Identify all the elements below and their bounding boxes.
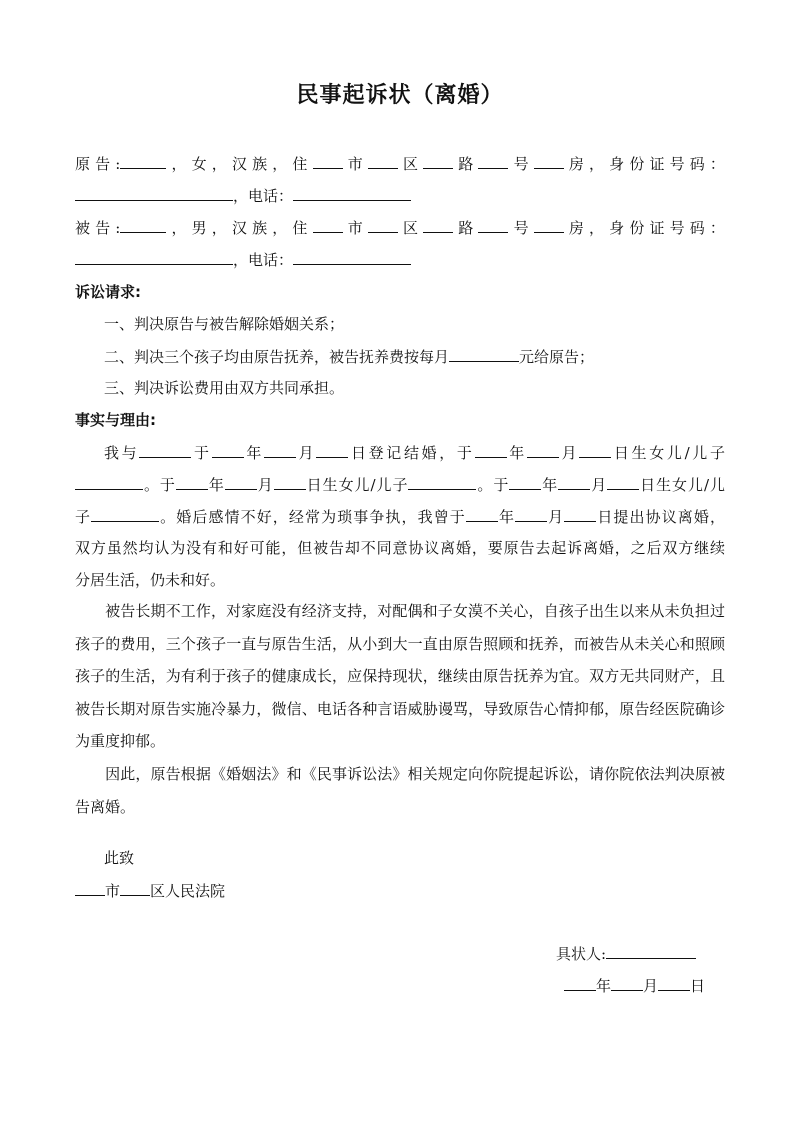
claim-1: 一、判决原告与被告解除婚姻关系； — [104, 315, 345, 333]
defendant-phone-blank[interactable] — [293, 248, 411, 265]
divorce-month-blank[interactable] — [515, 505, 547, 522]
facts-p1-line-4: 双方虽然均认为没有和好可能，但被告却不同意协议离婚，要原告去起诉离婚，之后双方继续 — [75, 539, 725, 557]
child2-name-blank[interactable] — [408, 473, 476, 490]
child2-month-blank[interactable] — [225, 473, 257, 490]
defendant-line-2: ，电话： — [75, 248, 725, 271]
plaintiff-label: 原告: — [75, 155, 121, 173]
signature-date: 年 月 日 — [564, 974, 705, 997]
divorce-year-blank[interactable] — [466, 505, 498, 522]
child2-year-blank[interactable] — [176, 473, 208, 490]
signer-name-blank[interactable] — [606, 942, 696, 959]
facts-p1-line-5: 分居生活，仍未和好。 — [75, 571, 226, 589]
child1-name-blank[interactable] — [75, 473, 143, 490]
defendant-id-blank[interactable] — [75, 248, 233, 265]
child3-day-blank[interactable] — [607, 473, 639, 490]
court-city-blank[interactable] — [75, 879, 105, 896]
claim-2: 二、判决三个孩子均由原告抚养，被告抚养费按每月 元给原告； — [104, 345, 725, 368]
defendant-road-blank[interactable] — [423, 216, 453, 233]
defendant-district-blank[interactable] — [368, 216, 398, 233]
plaintiff-number-blank[interactable] — [478, 152, 508, 169]
marriage-year-blank[interactable] — [212, 441, 244, 458]
child3-name-blank[interactable] — [91, 505, 159, 522]
support-amount-blank[interactable] — [449, 345, 519, 362]
child1-day-blank[interactable] — [579, 441, 611, 458]
facts-paragraph-2: 被告长期不工作，对家庭没有经济支持，对配偶和子女漠不关心，自孩子出生以来从未负担过孩子的费用，三个孩子一直与原告生活，从小到大一直由原告照顾和抚养，而被告从未关心和照顾孩子的生活，为有利于孩子的健康成长，应保持现状，继续由原告抚养为宜。双方无共同财产，且被告长期对原告实施冷暴力，微信、电话各种言语威胁谩骂，导致原告心情抑郁，原告经医院确诊为重度抑郁。 — [75, 602, 725, 750]
plaintiff-room-blank[interactable] — [534, 152, 564, 169]
plaintiff-line-2: ，电话： — [75, 184, 725, 207]
defendant-room-blank[interactable] — [534, 216, 564, 233]
child3-month-blank[interactable] — [558, 473, 590, 490]
plaintiff-id-blank[interactable] — [75, 184, 233, 201]
sign-month-blank[interactable] — [611, 974, 643, 991]
spouse-name-blank[interactable] — [139, 441, 191, 458]
child1-year-blank[interactable] — [475, 441, 507, 458]
plaintiff-city-blank[interactable] — [313, 152, 343, 169]
defendant-city-blank[interactable] — [313, 216, 343, 233]
child1-month-blank[interactable] — [527, 441, 559, 458]
closing-cizhi: 此致 — [104, 849, 135, 867]
facts-p1-line-2: 。于 年 月 日生女儿/儿子 。于 年 月 日生女儿/儿 — [75, 473, 725, 496]
signer-line: 具状人: — [556, 942, 696, 965]
divorce-day-blank[interactable] — [564, 505, 596, 522]
facts-paragraph-3: 因此，原告根据《婚姻法》和《民事诉讼法》相关规定向你院提起诉讼，请你院依法判决原被告离婚。 — [75, 765, 725, 816]
facts-heading: 事实与理由: — [75, 411, 156, 429]
plaintiff-phone-blank[interactable] — [293, 184, 411, 201]
sign-day-blank[interactable] — [658, 974, 690, 991]
claims-heading: 诉讼请求: — [75, 283, 141, 301]
sign-year-blank[interactable] — [564, 974, 596, 991]
plaintiff-road-blank[interactable] — [423, 152, 453, 169]
defendant-number-blank[interactable] — [478, 216, 508, 233]
marriage-month-blank[interactable] — [264, 441, 296, 458]
claim-3: 三、判决诉讼费用由双方共同承担。 — [104, 379, 345, 397]
defendant-label: 被告: — [75, 219, 121, 237]
court-line: 市 区人民法院 — [75, 879, 725, 902]
marriage-day-blank[interactable] — [316, 441, 348, 458]
defendant-line-1: 被告: ，男，汉族，住 市 区 路 号 房，身份证号码： — [75, 216, 725, 239]
facts-p1-line-1: 我与 于 年 月 日登记结婚，于 年 月 日生女儿/儿子 — [104, 441, 725, 464]
facts-p1-line-3: 子 。婚后感情不好，经常为琐事争执，我曾于 年 月 日提出协议离婚， — [75, 505, 725, 528]
plaintiff-name-blank[interactable] — [120, 152, 166, 169]
plaintiff-line-1: 原告: ，女，汉族，住 市 区 路 号 房，身份证号码： — [75, 152, 725, 175]
defendant-name-blank[interactable] — [120, 216, 166, 233]
child3-year-blank[interactable] — [509, 473, 541, 490]
document-title: 民事起诉状（离婚） — [296, 83, 504, 108]
child2-day-blank[interactable] — [274, 473, 306, 490]
court-district-blank[interactable] — [120, 879, 150, 896]
plaintiff-district-blank[interactable] — [368, 152, 398, 169]
